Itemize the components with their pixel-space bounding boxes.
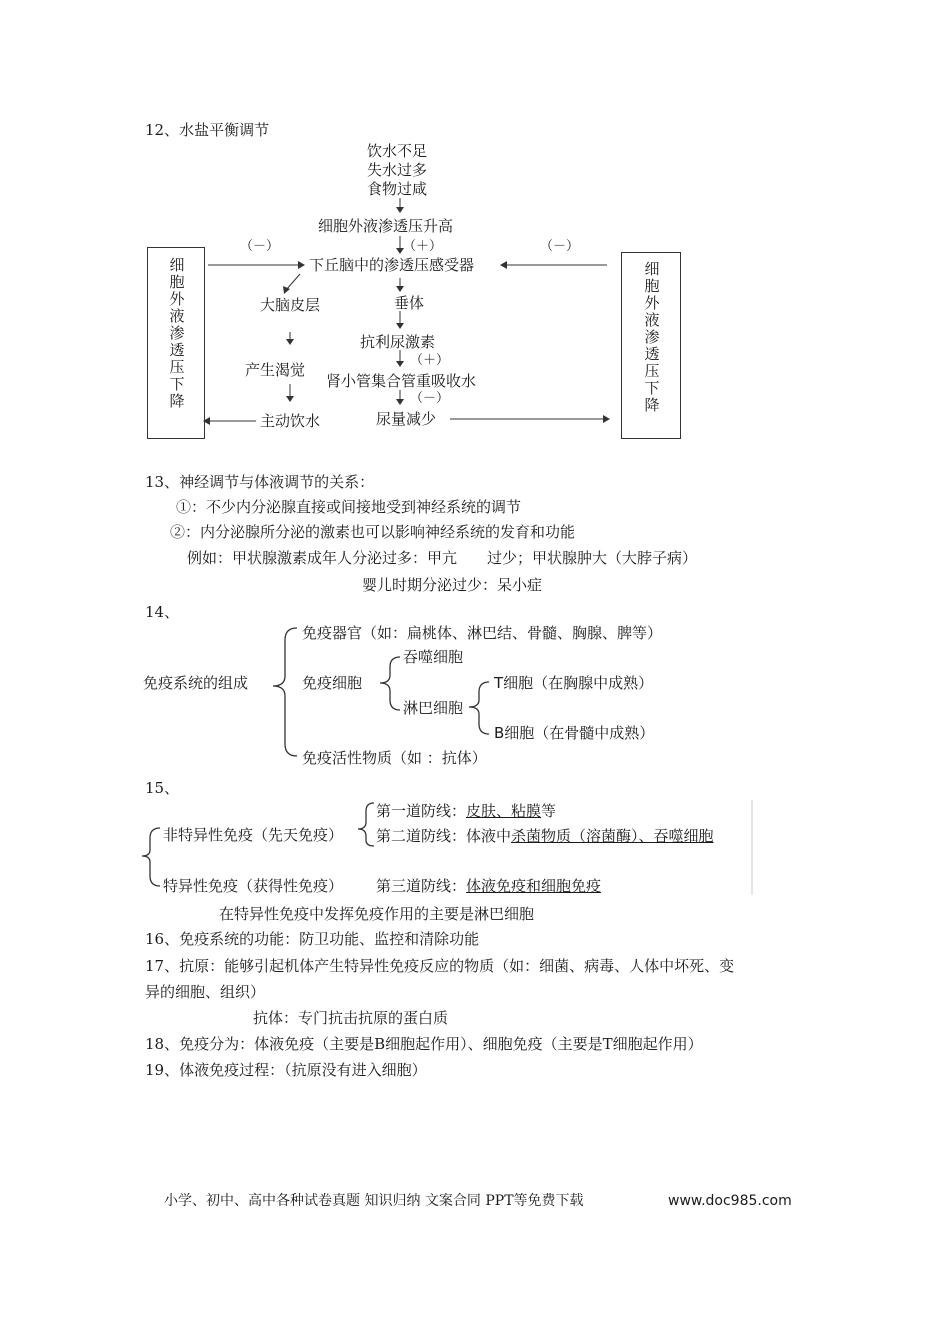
minus-left: （－） — [240, 239, 280, 254]
plus-1: （＋） — [403, 239, 443, 254]
kidney-reabsorb: 肾小管集合管重吸收水 — [326, 372, 477, 390]
t-cell: T细胞（在胸腺中成熟） — [494, 674, 654, 692]
third-defense-line — [376, 877, 601, 895]
immune-organs: 免疫器官（如：扁桃体、淋巴结、骨髓、胸腺、脾等） — [302, 624, 663, 642]
first-line-suffix: 等 — [541, 802, 557, 820]
plus-2: （＋） — [410, 353, 450, 368]
urine-decrease: 尿量减少 — [376, 410, 437, 428]
first-defense-line — [376, 802, 556, 820]
cause-2: 失水过多 — [367, 161, 428, 179]
pituitary: 垂体 — [394, 294, 425, 312]
immune-cells: 免疫细胞 — [302, 674, 363, 692]
immune-root: 免疫系统的组成 — [143, 674, 249, 692]
section-17-antibody: 抗体：专门抗击抗原的蛋白质 — [253, 1009, 449, 1027]
section-12-heading: 12、水盐平衡调节 — [145, 121, 270, 139]
section-18: 18、免疫分为：体液免疫（主要是B细胞起作用）、细胞免疫（主要是T细胞起作用） — [145, 1035, 703, 1053]
adh: 抗利尿激素 — [360, 333, 436, 351]
first-line-prefix: 第一道防线： — [376, 802, 467, 820]
section-13-heading: 13、神经调节与体液调节的关系： — [145, 473, 375, 491]
first-line-content: 皮肤、粘膜 — [466, 802, 542, 820]
immune-active-substance: 免疫活性物质（如 ：抗体） — [302, 749, 487, 767]
minus-right: （－） — [540, 239, 580, 254]
section-15-note: 在特异性免疫中发挥免疫作用的主要是淋巴细胞 — [219, 905, 535, 923]
section-16: 16、免疫系统的功能：防卫功能、监控和清除功能 — [145, 930, 480, 948]
minus-3: （－） — [410, 391, 450, 406]
receptor: 下丘脑中的渗透压感受器 — [309, 256, 475, 274]
section-17-line-1: 17、抗原：能够引起机体产生特异性免疫反应的物质（如：细菌、病毒、人体中坏死、变 — [145, 957, 735, 975]
third-line-prefix: 第三道防线： — [376, 877, 467, 895]
section-14-heading: 14、 — [145, 603, 180, 621]
section-13-example-2: 婴儿时期分泌过少：呆小症 — [362, 576, 543, 594]
second-line-content: 杀菌物质（溶菌酶）、吞噬细胞 — [511, 827, 714, 845]
osm-rise: 细胞外液渗透压升高 — [318, 217, 454, 235]
specific-immunity: 特异性免疫（获得性免疫） — [163, 877, 344, 895]
second-line-prefix: 第二道防线：体液中 — [376, 827, 512, 845]
footer-text: 小学、初中、高中各种试卷真题 知识归纳 文案合同 PPT等免费下载 — [164, 1193, 584, 1209]
section-13-example-1: 例如：甲状腺激素成年人分泌过多：甲亢 过少；甲状腺肿大（大脖子病） — [187, 549, 698, 567]
thirst: 产生渴觉 — [245, 361, 306, 379]
cause-3: 食物过咸 — [367, 180, 428, 198]
left-box-text: 细胞外液渗透压下降 — [169, 256, 185, 410]
second-defense-line — [376, 827, 714, 845]
right-box-text: 细胞外液渗透压下降 — [644, 260, 660, 414]
b-cell: B细胞（在骨髓中成熟） — [494, 724, 655, 742]
section-17-line-2: 异的细胞、组织） — [145, 983, 266, 1001]
section-19: 19、体液免疫过程：（抗原没有进入细胞） — [145, 1061, 427, 1079]
section-13-point-1: ①：不少内分泌腺直接或间接地受到神经系统的调节 — [176, 498, 522, 516]
cause-1: 饮水不足 — [367, 142, 428, 160]
nonspecific-immunity: 非特异性免疫（先天免疫） — [163, 826, 344, 844]
phagocyte: 吞噬细胞 — [403, 648, 464, 666]
section-15-heading: 15、 — [145, 779, 180, 797]
lymphocyte: 淋巴细胞 — [403, 699, 464, 717]
section-13-point-2: ②：内分泌腺所分泌的激素也可以影响神经系统的发育和功能 — [170, 523, 576, 541]
active-drink: 主动饮水 — [260, 412, 321, 430]
third-line-content: 体液免疫和细胞免疫 — [466, 877, 602, 895]
footer-url[interactable]: www.doc985.com — [668, 1193, 792, 1209]
cortex: 大脑皮层 — [260, 296, 321, 314]
